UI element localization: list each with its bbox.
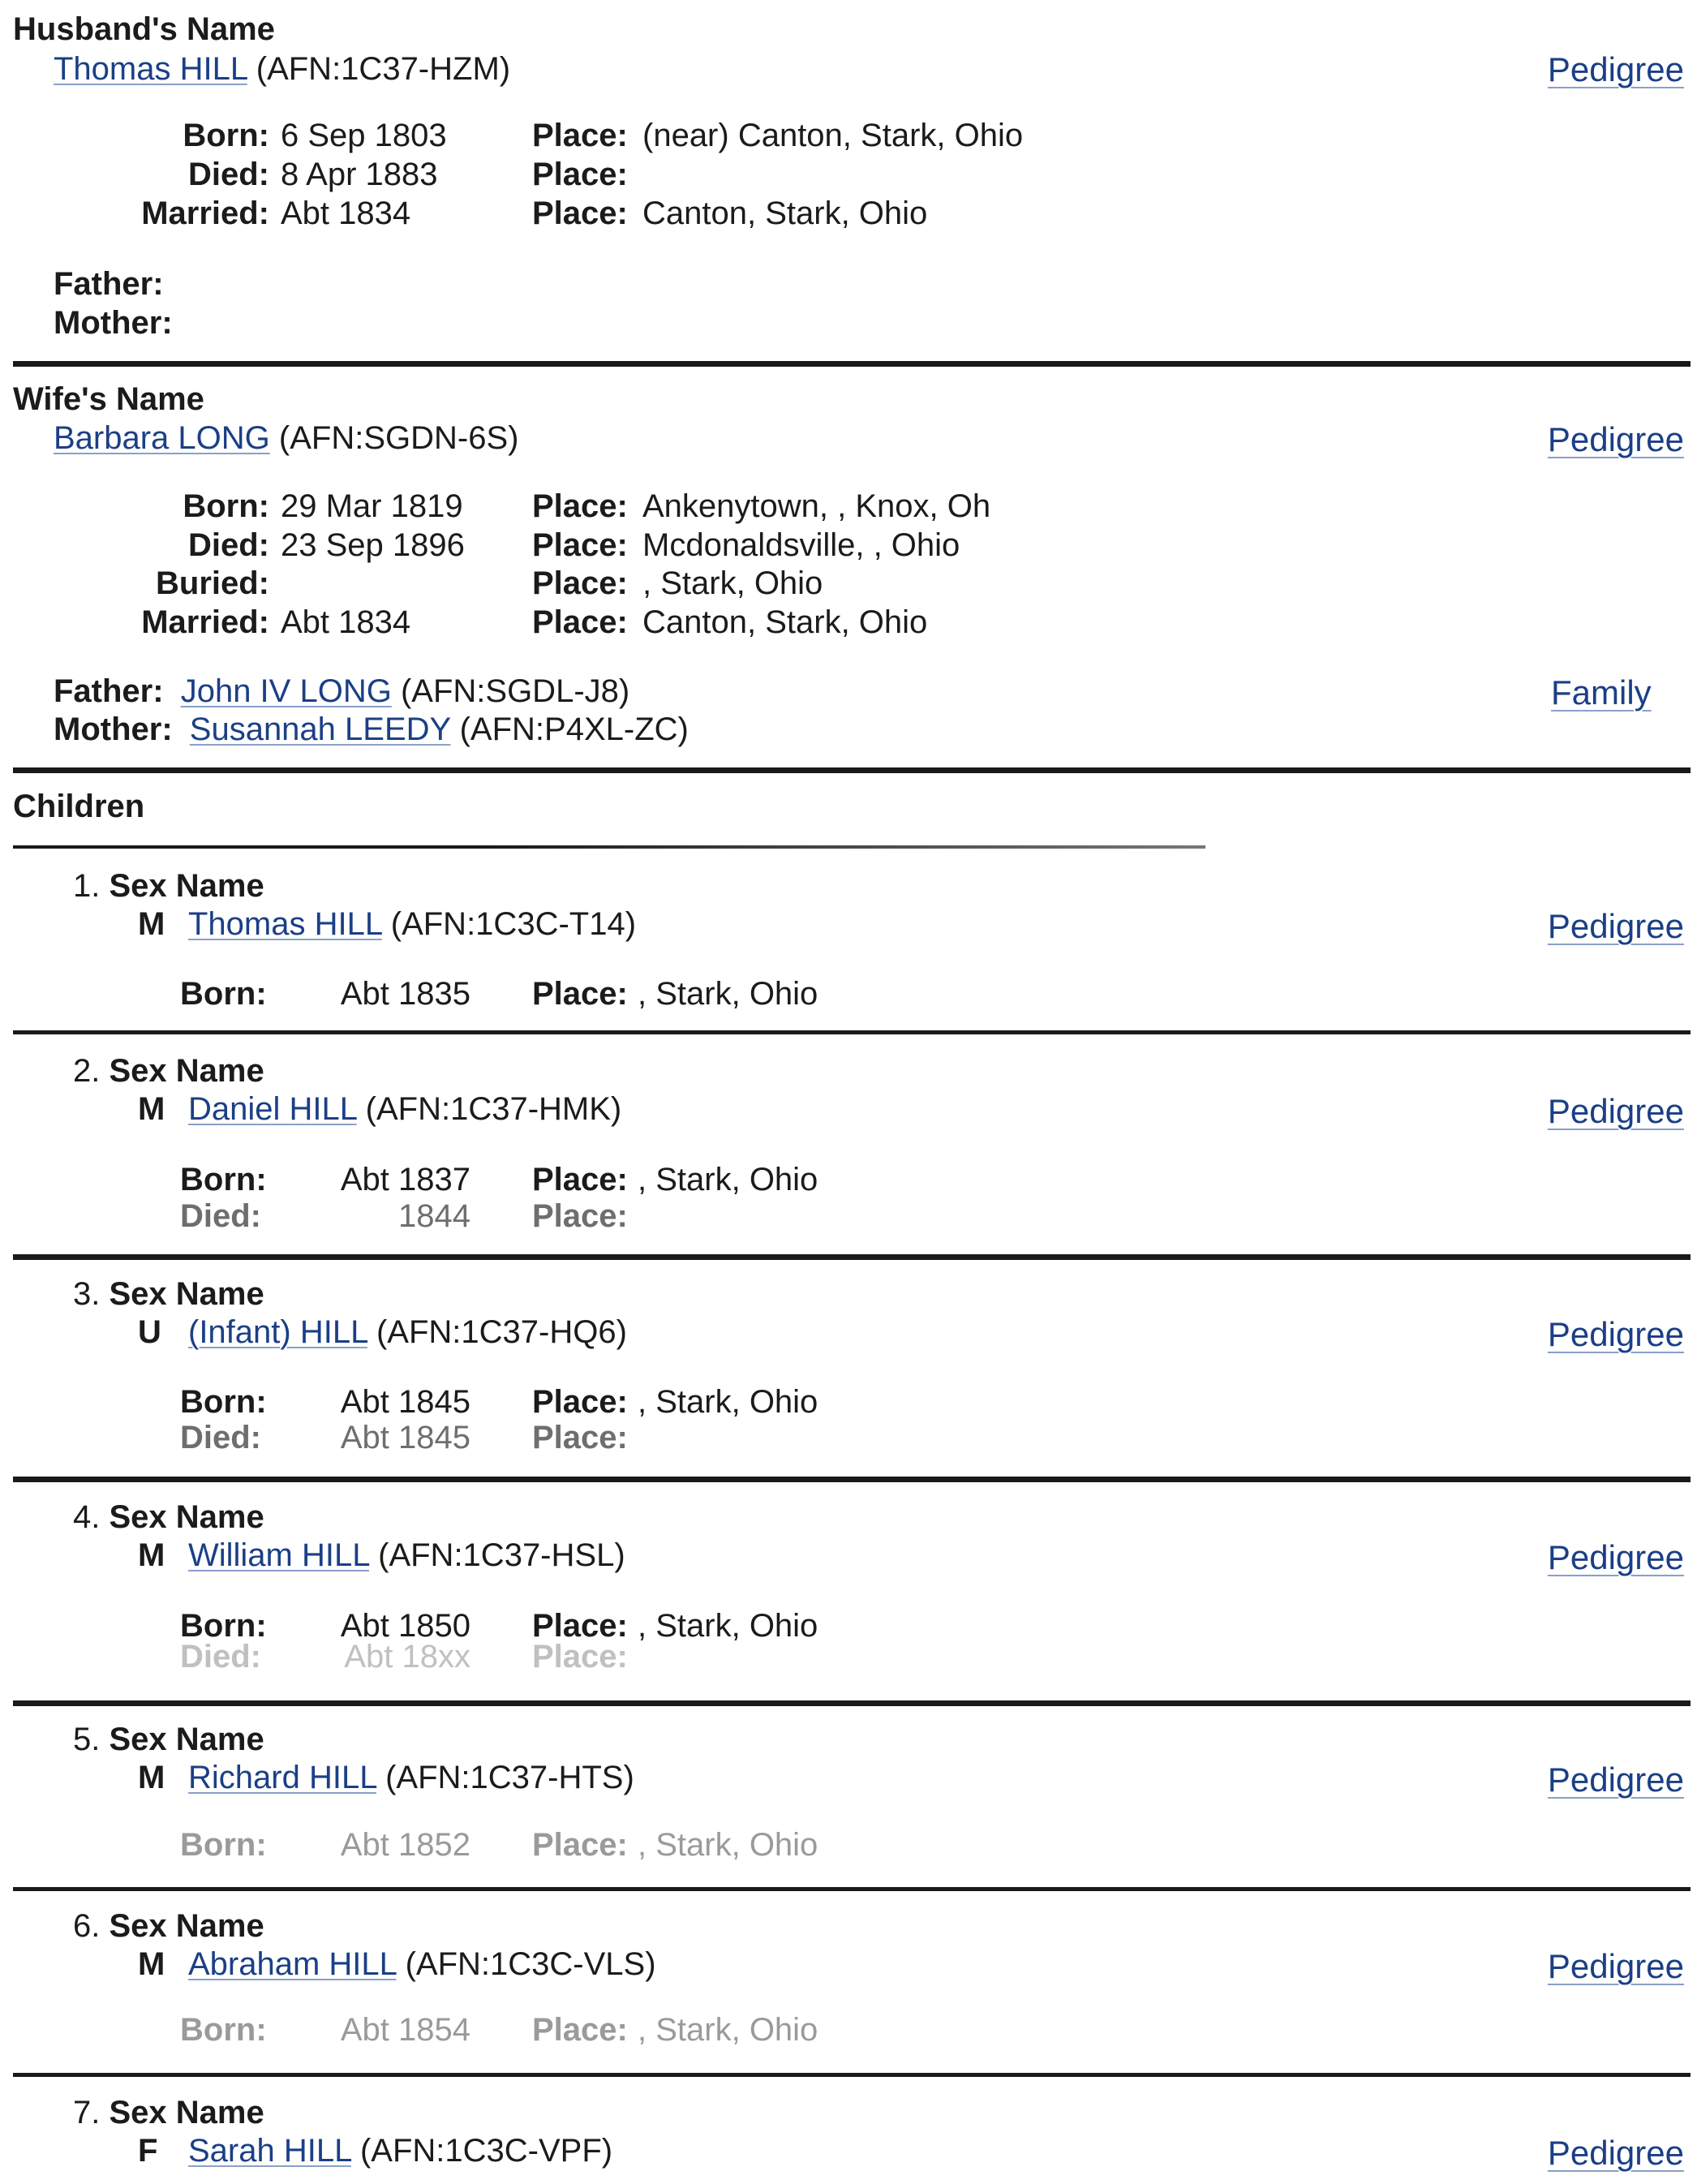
child-name-link[interactable]: (Infant) HILL bbox=[188, 1314, 367, 1350]
child-name-line bbox=[188, 1314, 627, 1351]
child-born-place-label: Place: bbox=[532, 1608, 628, 1644]
child-born-date: Abt 1854 bbox=[340, 2012, 470, 2048]
wife-mother-label: Mother: bbox=[54, 712, 173, 747]
wife-married-label: Married: bbox=[141, 604, 269, 640]
child-name-link[interactable]: William HILL bbox=[188, 1537, 369, 1573]
child-afn: (AFN:1C37-HSL) bbox=[378, 1537, 625, 1573]
child-name-line bbox=[188, 906, 636, 943]
child-died-place-label: Place: bbox=[532, 1639, 628, 1675]
child-afn: (AFN:1C37-HQ6) bbox=[376, 1314, 627, 1350]
child-name-line bbox=[188, 1946, 656, 1983]
husband-born-place-label: Place: bbox=[532, 118, 628, 153]
wife-died-date: 23 Sep 1896 bbox=[281, 527, 465, 563]
wife-died-label: Died: bbox=[188, 527, 269, 563]
wife-born-date: 29 Mar 1819 bbox=[281, 488, 463, 524]
child-born-place: , Stark, Ohio bbox=[638, 1608, 818, 1644]
child-number: 2. bbox=[73, 1053, 101, 1089]
child-number: 3. bbox=[73, 1276, 101, 1312]
wife-family-link[interactable]: Family bbox=[1551, 673, 1652, 712]
husband-born-place: (near) Canton, Stark, Ohio bbox=[642, 118, 1024, 153]
child-divider bbox=[13, 1030, 1691, 1034]
child-number: 4. bbox=[73, 1499, 101, 1535]
child-6-header bbox=[73, 1908, 264, 1945]
child-divider bbox=[13, 1254, 1691, 1260]
child-pedigree-link[interactable]: Pedigree bbox=[1547, 1315, 1684, 1353]
husband-born-label: Born: bbox=[183, 118, 269, 153]
sex-name-label: Sex Name bbox=[109, 1908, 264, 1944]
husband-born-date: 6 Sep 1803 bbox=[281, 118, 447, 153]
husband-married-place: Canton, Stark, Ohio bbox=[642, 196, 928, 231]
wife-married-place: Canton, Stark, Ohio bbox=[642, 604, 928, 640]
child-born-label: Born: bbox=[180, 976, 267, 1012]
child-name-link[interactable]: Daniel HILL bbox=[188, 1091, 357, 1127]
husband-died-place-label: Place: bbox=[532, 157, 628, 192]
sex-name-label: Sex Name bbox=[109, 868, 264, 904]
child-born-place-label: Place: bbox=[532, 1827, 628, 1863]
child-name-link[interactable]: Richard HILL bbox=[188, 1760, 376, 1795]
husband-married-date: Abt 1834 bbox=[281, 196, 411, 231]
child-died-label: Died: bbox=[180, 1639, 261, 1675]
child-sex: F bbox=[138, 2133, 158, 2169]
wife-born-place: Ankenytown, , Knox, Oh bbox=[642, 488, 991, 524]
wife-died-place: Mcdonaldsville, , Ohio bbox=[642, 527, 960, 563]
child-afn: (AFN:1C3C-VPF) bbox=[359, 2133, 613, 2169]
child-divider bbox=[13, 1477, 1691, 1482]
sex-name-label: Sex Name bbox=[109, 1276, 264, 1312]
child-died-label: Died: bbox=[180, 1198, 261, 1234]
child-born-label: Born: bbox=[180, 1384, 267, 1420]
husband-married-place-label: Place: bbox=[532, 196, 628, 231]
child-number: 6. bbox=[73, 1908, 101, 1944]
child-born-label: Born: bbox=[180, 1162, 267, 1197]
child-born-place: , Stark, Ohio bbox=[638, 1162, 818, 1197]
child-name-link[interactable]: Thomas HILL bbox=[188, 906, 382, 942]
child-died-place-label: Place: bbox=[532, 1198, 628, 1234]
child-died-date: Abt 1845 bbox=[340, 1420, 470, 1455]
wife-buried-place: , Stark, Ohio bbox=[642, 565, 823, 601]
child-pedigree-link[interactable]: Pedigree bbox=[1547, 907, 1684, 945]
child-afn: (AFN:1C3C-VLS) bbox=[405, 1946, 656, 1982]
child-sex: U bbox=[138, 1314, 161, 1350]
wife-name-link[interactable]: Barbara LONG bbox=[54, 420, 270, 456]
child-sex: M bbox=[138, 906, 165, 942]
husband-pedigree-link[interactable]: Pedigree bbox=[1547, 50, 1684, 88]
child-born-place: , Stark, Ohio bbox=[638, 976, 818, 1012]
child-name-line bbox=[188, 1537, 625, 1574]
child-born-place-label: Place: bbox=[532, 1162, 628, 1197]
child-number: 5. bbox=[73, 1722, 101, 1757]
child-died-place-label: Place: bbox=[532, 1420, 628, 1455]
children-heading-rule bbox=[13, 845, 1205, 849]
child-born-place-label: Place: bbox=[532, 976, 628, 1012]
child-afn: (AFN:1C37-HTS) bbox=[385, 1760, 634, 1795]
wife-pedigree-link[interactable]: Pedigree bbox=[1547, 420, 1684, 458]
husband-mother-label: Mother: bbox=[54, 305, 173, 341]
child-died-date: Abt 18xx bbox=[344, 1639, 470, 1675]
child-name-line bbox=[188, 1091, 621, 1128]
child-born-date: Abt 1835 bbox=[340, 976, 470, 1012]
husband-died-date: 8 Apr 1883 bbox=[281, 157, 438, 192]
wife-father-afn: (AFN:SGDL-J8) bbox=[400, 673, 630, 709]
child-name-link[interactable]: Abraham HILL bbox=[188, 1946, 397, 1982]
child-born-place: , Stark, Ohio bbox=[638, 2012, 818, 2048]
child-born-date: Abt 1837 bbox=[340, 1162, 470, 1197]
sex-name-label: Sex Name bbox=[109, 1722, 264, 1757]
child-5-header bbox=[73, 1722, 264, 1758]
child-sex: M bbox=[138, 1760, 165, 1795]
child-pedigree-link[interactable]: Pedigree bbox=[1547, 1761, 1684, 1799]
wifes-name-heading: Wife's Name bbox=[13, 381, 204, 417]
wife-father-link[interactable]: John IV LONG bbox=[180, 673, 392, 709]
child-divider bbox=[13, 1700, 1691, 1706]
section-divider bbox=[13, 767, 1691, 773]
wife-died-place-label: Place: bbox=[532, 527, 628, 563]
wife-afn: (AFN:SGDN-6S) bbox=[278, 420, 519, 456]
section-divider bbox=[13, 361, 1691, 367]
wife-buried-place-label: Place: bbox=[532, 565, 628, 601]
child-4-header bbox=[73, 1499, 264, 1536]
child-name-link[interactable]: Sarah HILL bbox=[188, 2133, 351, 2169]
child-born-label: Born: bbox=[180, 1608, 267, 1644]
child-born-label: Born: bbox=[180, 1827, 267, 1863]
child-born-place: , Stark, Ohio bbox=[638, 1384, 818, 1420]
child-sex: M bbox=[138, 1537, 165, 1573]
husband-father-label: Father: bbox=[54, 266, 164, 302]
child-3-header bbox=[73, 1276, 264, 1313]
sex-name-label: Sex Name bbox=[109, 2095, 264, 2130]
wife-father-label: Father: bbox=[54, 673, 164, 709]
husbands-name-heading: Husband's Name bbox=[13, 11, 275, 47]
child-pedigree-link[interactable]: Pedigree bbox=[1547, 1538, 1684, 1576]
child-number: 1. bbox=[73, 868, 101, 904]
child-born-place: , Stark, Ohio bbox=[638, 1827, 818, 1863]
child-born-label: Born: bbox=[180, 2012, 267, 2048]
wife-buried-label: Buried: bbox=[156, 565, 269, 601]
sex-name-label: Sex Name bbox=[109, 1053, 264, 1089]
child-name-line bbox=[188, 1760, 634, 1796]
wife-mother-afn: (AFN:P4XL-ZC) bbox=[459, 712, 689, 747]
child-divider bbox=[13, 1887, 1691, 1891]
child-2-header bbox=[73, 1053, 264, 1090]
wife-married-place-label: Place: bbox=[532, 604, 628, 640]
child-pedigree-link[interactable]: Pedigree bbox=[1547, 2134, 1684, 2172]
husband-died-label: Died: bbox=[188, 157, 269, 192]
child-number: 7. bbox=[73, 2095, 101, 2130]
child-born-date: Abt 1850 bbox=[340, 1608, 470, 1644]
child-died-label: Died: bbox=[180, 1420, 261, 1455]
child-pedigree-link[interactable]: Pedigree bbox=[1547, 1092, 1684, 1130]
children-heading: Children bbox=[13, 789, 145, 824]
child-sex: M bbox=[138, 1946, 165, 1982]
child-born-place-label: Place: bbox=[532, 1384, 628, 1420]
husband-name-link[interactable]: Thomas HILL bbox=[54, 51, 247, 87]
wife-born-place-label: Place: bbox=[532, 488, 628, 524]
child-sex: M bbox=[138, 1091, 165, 1127]
sex-name-label: Sex Name bbox=[109, 1499, 264, 1535]
child-divider bbox=[13, 2073, 1691, 2077]
child-born-place-label: Place: bbox=[532, 2012, 628, 2048]
husband-afn: (AFN:1C37-HZM) bbox=[256, 51, 511, 87]
child-afn: (AFN:1C37-HMK) bbox=[365, 1091, 622, 1127]
husband-name-line bbox=[54, 51, 510, 88]
wife-mother-link[interactable]: Susannah LEEDY bbox=[189, 712, 451, 747]
child-name-line bbox=[188, 2133, 612, 2169]
husband-married-label: Married: bbox=[141, 196, 269, 231]
wife-name-line bbox=[54, 420, 518, 457]
wife-married-date: Abt 1834 bbox=[281, 604, 411, 640]
child-born-date: Abt 1852 bbox=[340, 1827, 470, 1863]
child-pedigree-link[interactable]: Pedigree bbox=[1547, 1947, 1684, 1985]
wife-mother-line bbox=[54, 712, 689, 748]
child-born-date: Abt 1845 bbox=[340, 1384, 470, 1420]
wife-father-line bbox=[54, 673, 629, 710]
child-1-header bbox=[73, 868, 264, 905]
child-died-date: 1844 bbox=[398, 1198, 470, 1234]
child-afn: (AFN:1C3C-T14) bbox=[390, 906, 637, 942]
wife-born-label: Born: bbox=[183, 488, 269, 524]
child-7-header bbox=[73, 2095, 264, 2131]
